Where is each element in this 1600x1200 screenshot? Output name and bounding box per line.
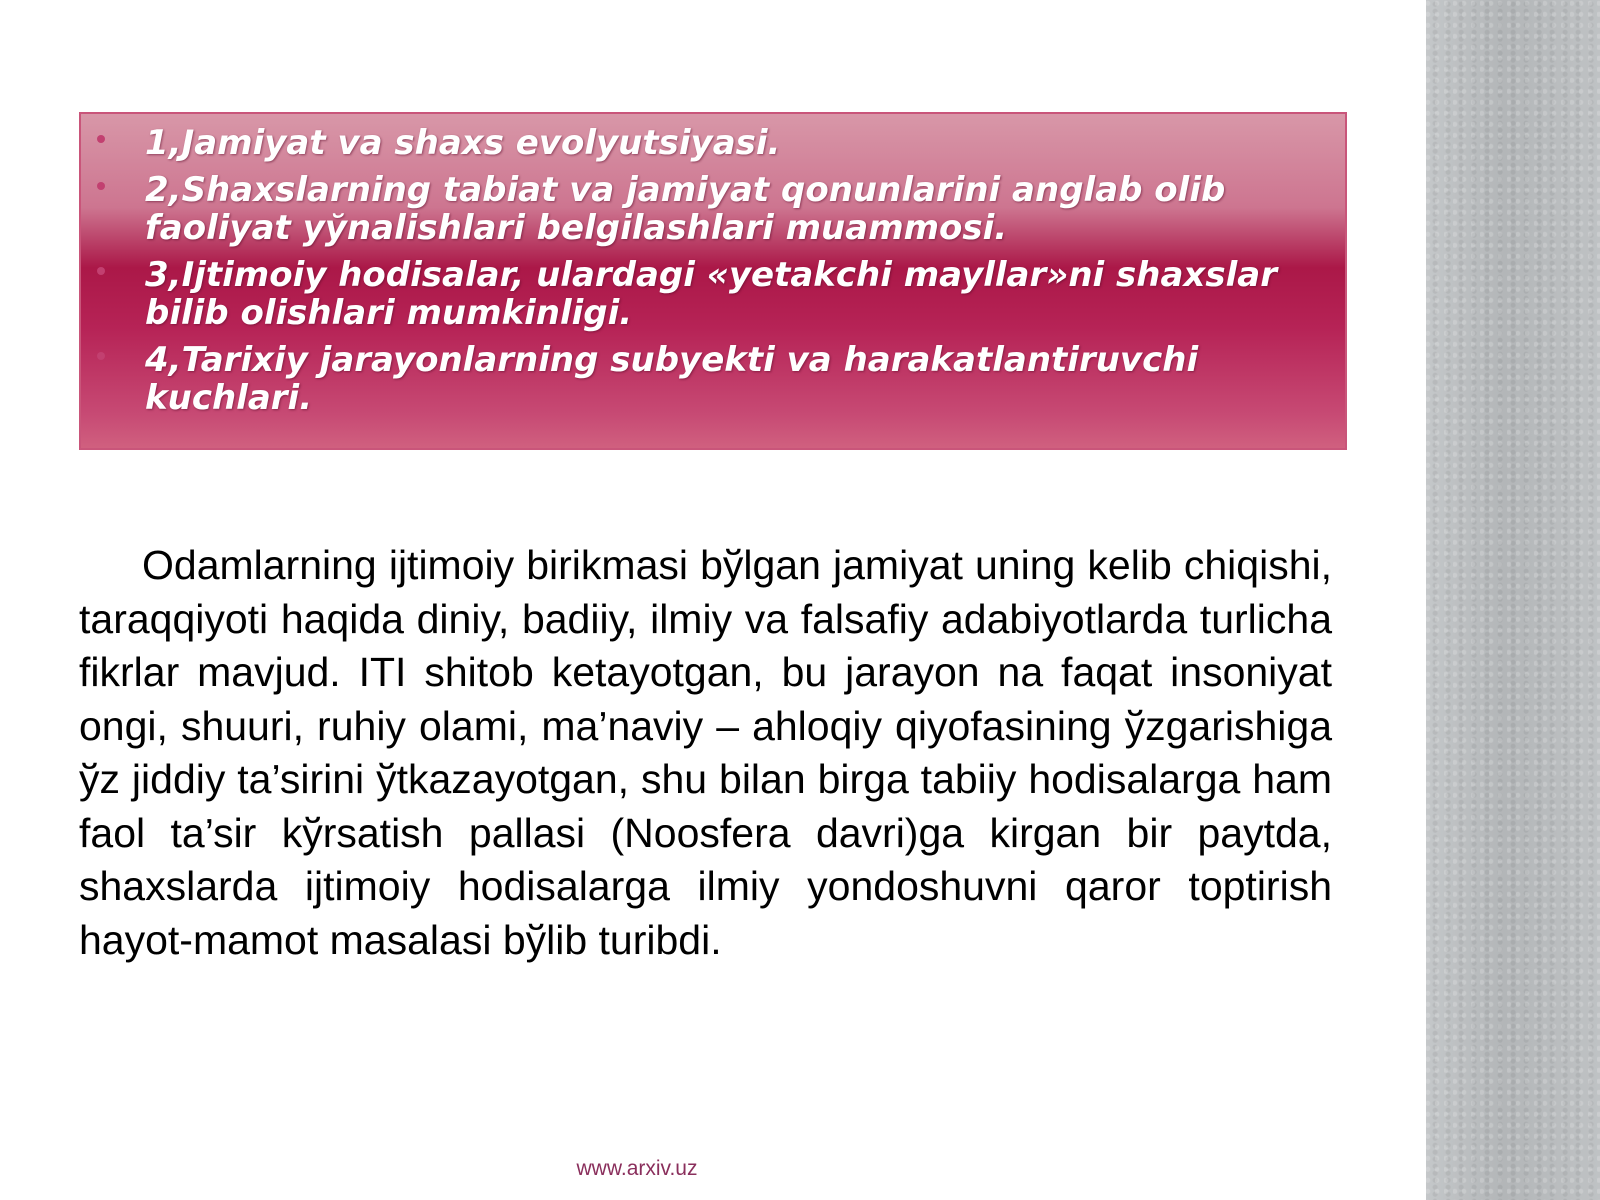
topic-item-label: 2,Shaxslarning tabiat va jamiyat qonunlarini anglab olib faoliyat yўnalishlari belgilashlari muammosi. xyxy=(145,170,1226,248)
topic-item xyxy=(81,171,1345,247)
bullet-icon xyxy=(97,267,105,275)
bullet-icon xyxy=(97,352,105,360)
topic-item-label: 3,Ijtimoiy hodisalar, ulardagi «yetakchi mayllar»ni shaxslar bilib olishlari mumkinligi. xyxy=(145,255,1277,333)
topic-item xyxy=(81,124,1345,162)
topic-item-label: 4,Tarixiy jarayonlarning subyekti va harakatlantiruvchi kuchlari. xyxy=(145,340,1199,418)
decorative-side-panel xyxy=(1426,0,1600,1200)
topic-item xyxy=(81,256,1345,332)
footer-link[interactable]: www.arxiv.uz xyxy=(576,1157,698,1180)
topic-list-box xyxy=(79,112,1347,450)
topic-item xyxy=(81,341,1345,417)
topic-list xyxy=(81,124,1345,417)
bullet-icon xyxy=(97,182,105,190)
body-paragraph: Odamlarning ijtimoiy birikmasi bўlgan jamiyat uning kelib chiqishi, taraqqiyoti haqida diniy, badiiy, ilmiy va falsafiy adabiyotlarda turlicha fikrlar mavjud. ITI shitob ketayotgan, bu jarayon na faqat insoniyat ongi, shuuri, ruhiy olami, ma’naviy – ahloqiy qiyofasining ўzgarishiga ўz jiddiy ta’sirini ўtkazayotgan, shu bilan birga tabiiy hodisalarga ham faol ta’sir kўrsatish pallasi (Noosfera davri)ga kirgan bir paytda, shaxslarda ijtimoiy hodisalarga ilmiy yondoshuvni qaror toptirish hayot-mamot masalasi bўlib turibdi. xyxy=(79,542,1332,963)
topic-item-label: 1,Jamiyat va shaxs evolyutsiyasi. xyxy=(145,123,781,163)
bullet-icon xyxy=(97,135,105,143)
